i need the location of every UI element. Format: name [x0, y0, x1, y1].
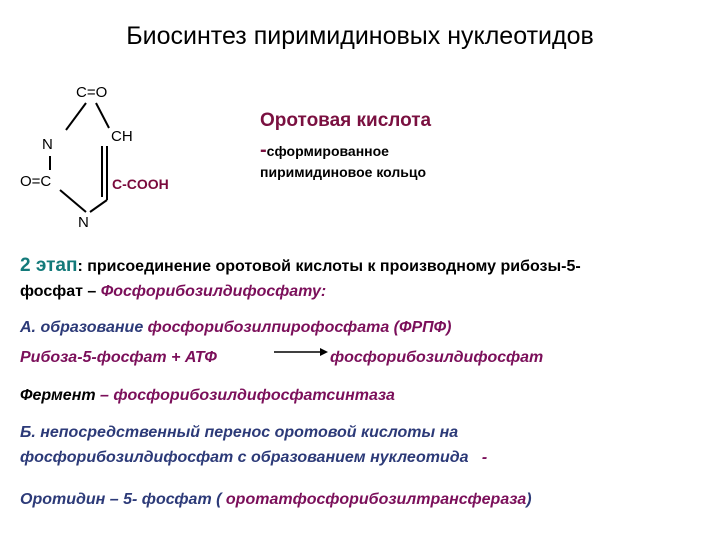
- atom-n-left: N: [42, 136, 53, 153]
- reaction-right: фосфорибозилдифосфат: [330, 349, 544, 366]
- enzyme-prefix: Фермент: [20, 387, 96, 404]
- bond-co-top-ch: [96, 103, 109, 128]
- stage2-line1: [20, 254, 581, 278]
- stage2-text-b: фосфат –: [20, 283, 101, 300]
- atom-c-cooh: C-COOH: [112, 176, 169, 192]
- final-line: [20, 488, 532, 511]
- step-a-product: фосфорибозилпирофосфата (ФРПФ): [147, 319, 452, 336]
- step-a-line: [20, 316, 451, 339]
- orotic-dash: -: [260, 139, 267, 161]
- stage2-target: Фосфорибозилдифосфату:: [100, 283, 327, 300]
- step-b-line2-text: фосфорибозилдифосфат с образованием нуклеотида: [20, 449, 469, 466]
- atom-n-bottom: N: [78, 214, 89, 231]
- orotic-desc-line2: пиримидиновое кольцо: [260, 164, 427, 180]
- stage2-text-a: присоединение оротовой кислоты к производному рибозы-5-: [87, 258, 581, 275]
- orotic-acid-description: [260, 140, 426, 183]
- page-title: Биосинтез пиримидиновых нуклеотидов: [126, 22, 594, 50]
- arrow-head: [320, 348, 328, 356]
- step-b-line1: Б. непосредственный перенос оротовой кислоты на: [20, 424, 459, 441]
- bond-oc-n: [60, 190, 86, 212]
- enzyme-name: фосфорибозилдифосфатсинтаза: [113, 387, 395, 404]
- atom-c-o-top: C=O: [76, 84, 108, 101]
- stage2-colon: :: [77, 258, 88, 275]
- orotic-acid-title: Оротовая кислота: [260, 110, 432, 131]
- atom-o-c-left: O=C: [20, 173, 52, 190]
- atom-ch: CH: [111, 128, 133, 145]
- final-text: Оротидин – 5- фосфат (: [20, 491, 226, 508]
- enzyme-sep: –: [95, 387, 114, 404]
- reaction-left: Рибоза-5-фосфат + АТФ: [20, 349, 217, 366]
- step-a-prefix: А. образование: [20, 319, 148, 336]
- step-b-dash: -: [481, 449, 488, 466]
- step-b-line2: [20, 446, 487, 469]
- bond-c-cooh-n: [90, 200, 107, 212]
- enzyme-line: [20, 384, 395, 407]
- orotic-desc-line1: сформированное: [266, 143, 389, 159]
- final-close: ): [526, 491, 532, 508]
- stage2-line2: [20, 280, 326, 303]
- stage2-label: 2 этап: [20, 255, 78, 276]
- final-enzyme: оротатфосфорибозилтрансфераза: [225, 491, 527, 508]
- bond-n-co-top: [66, 103, 86, 130]
